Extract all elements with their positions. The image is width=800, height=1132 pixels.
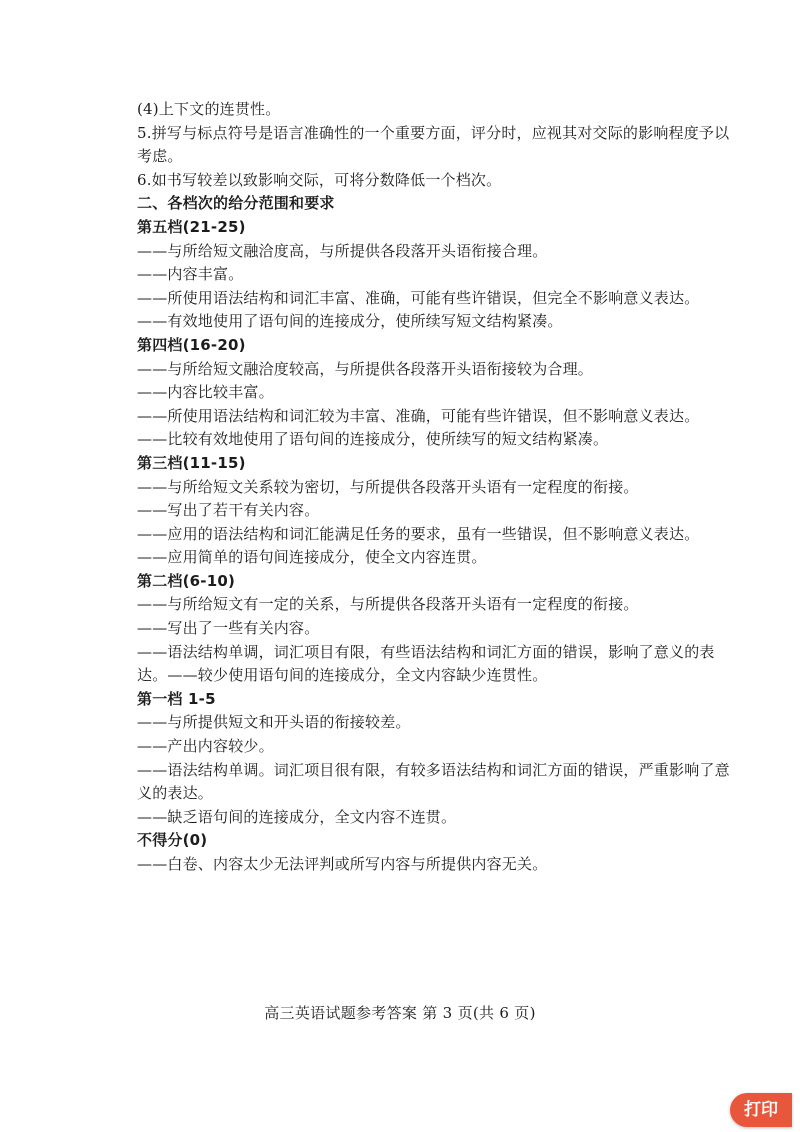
text-line: ——应用简单的语句间连接成分，使全文内容连贯。 (137, 548, 487, 567)
page-footer: 高三英语试题参考答案 第 3 页(共 6 页) (264, 1004, 536, 1022)
section-heading: 不得分(0) (137, 831, 208, 850)
text-line: ——写出了一些有关内容。 (137, 619, 320, 638)
document-body (137, 98, 737, 877)
section-heading: 第四档(16-20) (137, 335, 246, 354)
section-heading: 第二档(6-10) (137, 571, 236, 590)
text-line: ——产出内容较少。 (137, 737, 274, 756)
text-line: ——所使用语法结构和词汇较为丰富、准确，可能有些许错误，但不影响意义表达。 (137, 406, 700, 425)
text-line: ——所使用语法结构和词汇丰富、准确，可能有些许错误，但完全不影响意义表达。 (137, 288, 700, 307)
text-line: ——内容丰富。 (137, 265, 244, 284)
text-line: ——语法结构单调，词汇项目有限，有些语法结构和词汇方面的错误，影响了意义的表达。——较少使用语句间的连接成分，全文内容缺少连贯性。 (137, 642, 715, 685)
text-line: ——比较有效地使用了语句间的连接成分，使所续写的短文结构紧凑。 (137, 430, 609, 449)
text-line: ——与所提供短文和开头语的衔接较差。 (137, 713, 411, 732)
text-line: ——与所给短文融洽度高，与所提供各段落开头语衔接合理。 (137, 241, 548, 260)
text-line: 5.拼写与标点符号是语言准确性的一个重要方面，评分时，应视其对交际的影响程度予以考虑。 (137, 123, 730, 166)
section-heading: 第一档 1-5 (137, 689, 216, 708)
text-line: ——写出了若干有关内容。 (137, 501, 320, 520)
text-line: ——有效地使用了语句间的连接成分，使所续写短文结构紧凑。 (137, 312, 563, 331)
section-heading: 第三档(11-15) (137, 453, 246, 472)
text-line: ——与所给短文有一定的关系，与所提供各段落开头语有一定程度的衔接。 (137, 595, 639, 614)
text-line: ——与所给短文融洽度较高，与所提供各段落开头语衔接较为合理。 (137, 359, 594, 378)
text-line: 6.如书写较差以致影响交际，可将分数降低一个档次。 (137, 170, 502, 189)
text-line: ——内容比较丰富。 (137, 383, 274, 402)
text-line: ——与所给短文关系较为密切，与所提供各段落开头语有一定程度的衔接。 (137, 477, 639, 496)
text-line: ——白卷、内容太少无法评判或所写内容与所提供内容无关。 (137, 855, 548, 873)
section-heading: 二、各档次的给分范围和要求 (137, 194, 335, 213)
print-button[interactable]: 打印 (730, 1093, 792, 1127)
text-line: ——缺乏语句间的连接成分，全文内容不连贯。 (137, 807, 457, 826)
text-line: ——应用的语法结构和词汇能满足任务的要求，虽有一些错误，但不影响意义表达。 (137, 524, 700, 543)
text-line: (4)上下文的连贯性。 (137, 100, 281, 118)
section-heading: 第五档(21-25) (137, 217, 246, 236)
text-line: ——语法结构单调。词汇项目很有限，有较多语法结构和词汇方面的错误，严重影响了意义的表达。 (137, 760, 730, 803)
